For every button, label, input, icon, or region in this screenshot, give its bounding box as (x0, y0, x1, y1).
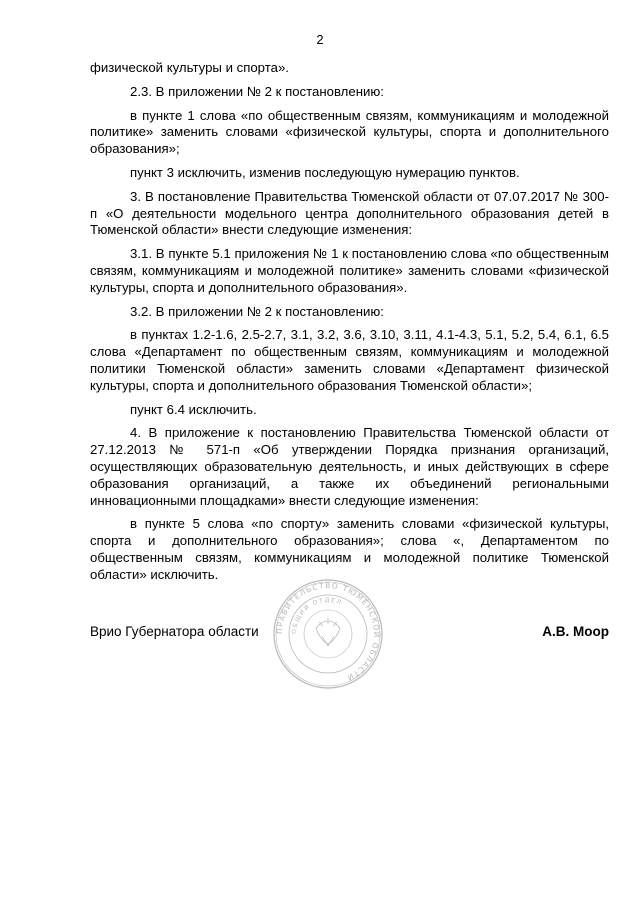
paragraph: пункт 6.4 исключить. (130, 401, 257, 417)
document-body (90, 60, 609, 591)
signatory-title: Врио Губернатора области (90, 624, 259, 639)
signature-block (90, 624, 609, 644)
paragraph: в пункте 5 слова «по спорту» заменить словами «физической культуры, спорта и дополнительного образования»; слова «, Департаментом по общественным связям, коммуникациям и молодежной политике Тюменской области» исключить. (90, 516, 609, 582)
seal-inner-text: ОБЩИЙ ОТДЕЛ (290, 596, 344, 635)
seal-outer-text: ПРАВИТЕЛЬСТВО ТЮМЕНСКОЙ ОБЛАСТИ (274, 580, 382, 683)
paragraph: 4. В приложение к постановлению Правительства Тюменской области от 27.12.2013 № 571-п «Об утверждении Порядка признания организаций, осуществляющих образовательную деятельность, и иных действующих в сфере образования организаций, а также их объединений региональными инновационными площадками» внести следующие изменения: (90, 425, 609, 508)
paragraph: 3.2. В приложении № 2 к постановлению: (130, 303, 384, 319)
paragraph: 2.3. В приложении № 2 к постановлению: (130, 83, 384, 99)
signatory-name: А.В. Моор (542, 624, 609, 639)
paragraph: пункт 3 исключить, изменив последующую нумерацию пунктов. (130, 164, 520, 180)
page-number: 2 (316, 32, 324, 47)
paragraph: в пункте 1 слова «по общественным связям, коммуникациям и молодежной политике» заменить словами «физической культуры, спорта и дополнительного образования»; (90, 107, 609, 157)
paragraph: 3. В постановление Правительства Тюменской области от 07.07.2017 № 300-п «О деятельности модельного центра дополнительного образования детей в Тюменской области» внести следующие изменения: (90, 188, 609, 238)
paragraph: в пунктах 1.2-1.6, 2.5-2.7, 3.1, 3.2, 3.6, 3.10, 3.11, 4.1-4.3, 5.1, 5.2, 5.4, 6.1, 6.5 слова «Департамент по общественным связям, коммуникациям и молодежной политики Тюменской области» заменить словами «Департамент физической культуры, спорта и дополнительного образования Тюменской области»; (90, 327, 609, 393)
paragraph: 3.1. В пункте 5.1 приложения № 1 к постановлению слова «по общественным связям, коммуникациям и молодежной политике» заменить словами «физической культуры, спорта и дополнительного образования». (90, 246, 609, 295)
paragraph: физической культуры и спорта». (90, 60, 289, 75)
